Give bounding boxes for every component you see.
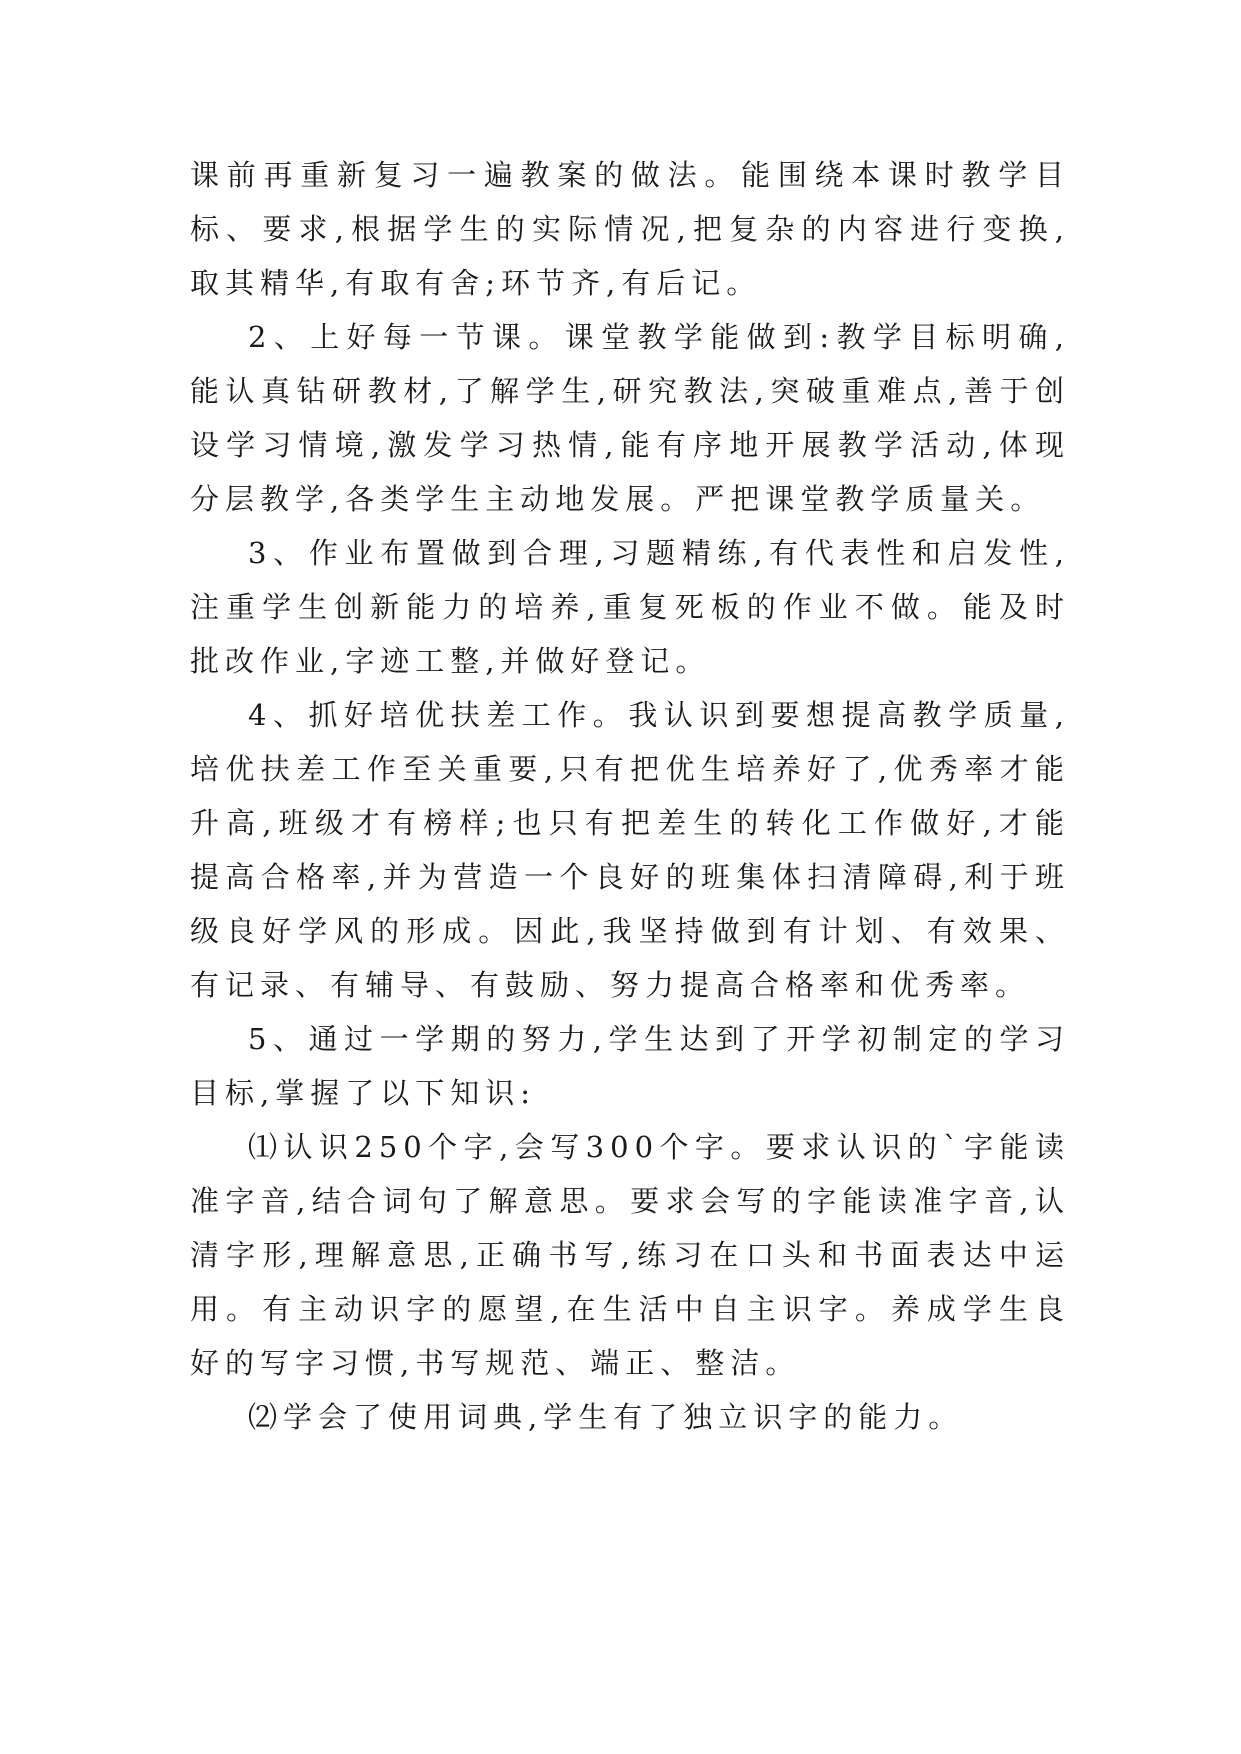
paragraph-3: 3、作业布置做到合理,习题精练,有代表性和启发性,注重学生创新能力的培养,重复死板的作业不做。能及时批改作业,字迹工整,并做好登记。 [190, 536, 1070, 678]
paragraph-4: 4、抓好培优扶差工作。我认识到要想提高教学质量,培优扶差工作至关重要,只有把优生培养好了,优秀率才能升高,班级才有榜样;也只有把差生的转化工作做好,才能提高合格率,并为营造一个良好的班集体扫清障碍,利于班级良好学风的形成。因此,我坚持做到有计划、有效果、有记录、有辅导、有鼓励、努力提高合格率和优秀率。 [190, 698, 1070, 1002]
paragraph-5: 5、通过一学期的努力,学生达到了开学初制定的学习目标,掌握了以下知识: [190, 1022, 1070, 1110]
paragraph-7: ⑵学会了使用词典,学生有了独立识字的能力。 [248, 1400, 964, 1434]
paragraph-1: 课前再重新复习一遍教案的做法。能围绕本课时教学目标、要求,根据学生的实际情况,把复杂的内容进行变换,取其精华,有取有舍;环节齐,有后记。 [190, 158, 1070, 300]
paragraph-6: ⑴认识250个字,会写300个字。要求认识的`字能读准字音,结合词句了解意思。要求会写的字能读准字音,认清字形,理解意思,正确书写,练习在口头和书面表达中运用。有主动识字的愿望,在生活中自主识字。养成学生良好的写字习惯,书写规范、端正、整洁。 [190, 1130, 1070, 1380]
paragraph-2: 2、上好每一节课。课堂教学能做到:教学目标明确,能认真钻研教材,了解学生,研究教法,突破重难点,善于创设学习情境,激发学习热情,能有序地开展教学活动,体现分层教学,各类学生主动地发展。严把课堂教学质量关。 [190, 320, 1070, 516]
document-body [190, 148, 1070, 1444]
